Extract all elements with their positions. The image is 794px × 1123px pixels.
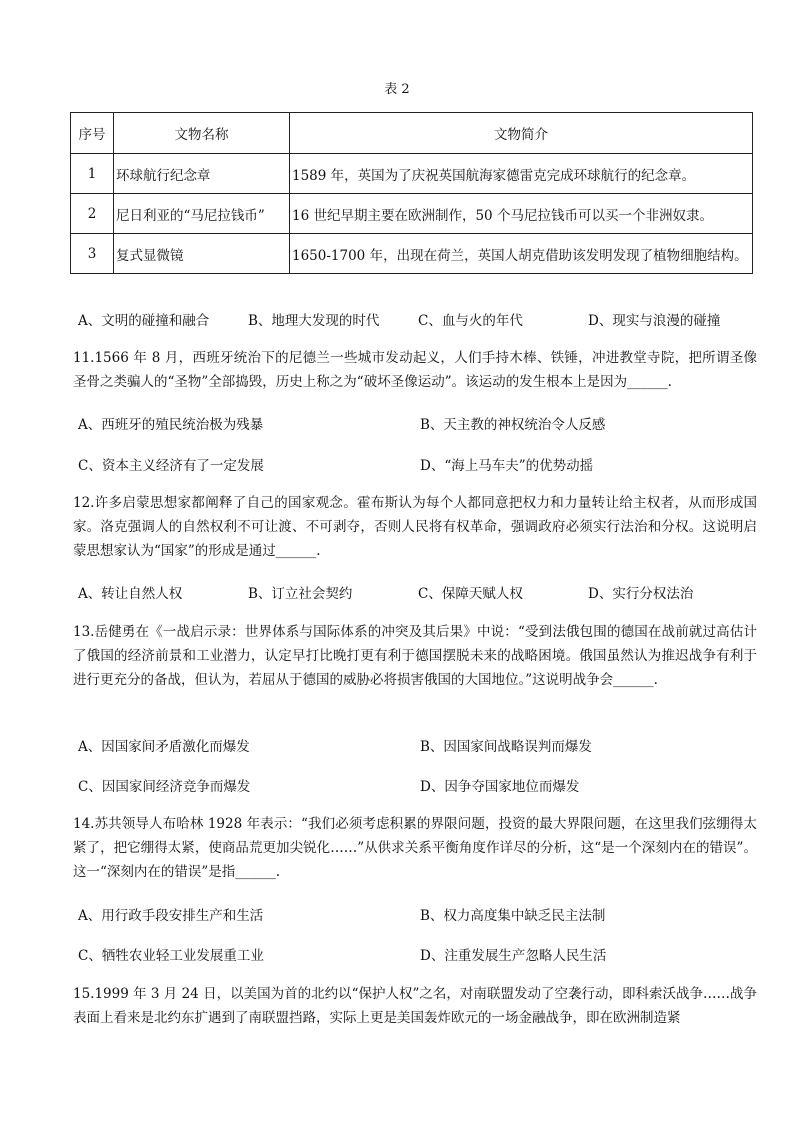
header-artifact-name: 文物名称 [114, 113, 290, 154]
row-artifact-name: 环球航行纪念章 [114, 154, 290, 194]
option-d: D、实行分权法治 [588, 586, 694, 602]
question-12: 12.许多启蒙思想家都阐释了自己的国家观念。霍布斯认为每个人都同意把权力和力量转让给主权者，从而形成国家。洛克强调人的自然权利不可让渡、不可剥夺，否则人民将有权革命，强调政府必须实行法治和分权。这说明启蒙思想家认为“国家”的形成是通过______. [73, 495, 757, 559]
option-c: C、血与火的年代 [418, 313, 523, 329]
row-number: 2 [71, 194, 114, 234]
q10-options [78, 309, 758, 329]
q11-option-b: B、天主教的神权统治令人反感 [420, 417, 606, 433]
q13-option-d: D、因争夺国家地位而爆发 [420, 779, 580, 795]
option-a: A、文明的碰撞和融合 [78, 313, 210, 329]
row-number: 1 [71, 154, 114, 194]
row-artifact-intro: 1650-1700 年，出现在荷兰，英国人胡克借助该发明发现了植物细胞结构。 [290, 234, 753, 274]
header-artifact-intro: 文物简介 [290, 113, 753, 154]
question-13: 13.岳健勇在《一战启示录：世界体系与国际体系的冲突及其后果》中说：“受到法俄包围的德国在战前就过高估计了俄国的经济前景和工业潜力，认定早打比晚打更有利于德国摆脱未来的战略困境。俄国虽然认为推迟战争有利于进行更充分的备战，但认为，若屈从于德国的威胁必将损害俄国的大国地位。”这说明战争会______. [73, 624, 757, 688]
option-b: B、地理大发现的时代 [248, 313, 380, 329]
question-14: 14.苏共领导人布哈林 1928 年表示：“我们必须考虑积累的界限问题，投资的最大界限问题，在这里我们弦绷得太紧了，把它绷得太紧，使商品荒更加尖锐化……”从供求关系平衡角度作详尽的分析，这“是一个深刻内在的错误”。这一“深刻内在的错误”是指______. [73, 816, 757, 880]
row-artifact-intro: 1589 年，英国为了庆祝英国航海家德雷克完成环球航行的纪念章。 [290, 154, 753, 194]
q14-option-a: A、用行政手段安排生产和生活 [78, 908, 264, 924]
option-c: C、保障天赋人权 [418, 586, 523, 602]
q11-option-a: A、西班牙的殖民统治极为残暴 [78, 417, 264, 433]
table-row [71, 194, 753, 234]
q13-option-a: A、因国家间矛盾激化而爆发 [78, 739, 250, 755]
option-a: A、转让自然人权 [78, 586, 183, 602]
row-artifact-name: 尼日利亚的“马尼拉钱币” [114, 194, 290, 234]
option-b: B、订立社会契约 [248, 586, 353, 602]
q11-option-d: D、“海上马车夫”的优势动摇 [420, 458, 594, 474]
question-11: 11.1566 年 8 月，西班牙统治下的尼德兰一些城市发动起义，人们手持木棒、铁锤，冲进教堂寺院，把所谓圣像圣骨之类骗人的“圣物”全部捣毁，历史上称之为“破坏圣像运动”。该运动的发生根本上是因为______. [73, 350, 757, 390]
q13-option-c: C、因国家间经济竞争而爆发 [78, 779, 251, 795]
table-row [71, 154, 753, 194]
question-15: 15.1999 年 3 月 24 日，以美国为首的北约以“保护人权”之名，对南联盟发动了空袭行动，即科索沃战争……战争表面上看来是北约东扩遇到了南联盟挡路，实际上更是美国轰炸欧元的一场金融战争，即在欧洲制造紧 [73, 986, 757, 1026]
q12-options [78, 582, 758, 602]
q14-option-d: D、注重发展生产忽略人民生活 [420, 948, 607, 964]
table-row [71, 234, 753, 274]
table-header-row [71, 113, 753, 154]
q14-option-c: C、牺牲农业轻工业发展重工业 [78, 948, 264, 964]
q11-option-c: C、资本主义经济有了一定发展 [78, 458, 264, 474]
table-caption: 表 2 [384, 82, 410, 97]
row-artifact-intro: 16 世纪早期主要在欧洲制作，50 个马尼拉钱币可以买一个非洲奴隶。 [290, 194, 753, 234]
row-number: 3 [71, 234, 114, 274]
header-number: 序号 [71, 113, 114, 154]
q14-option-b: B、权力高度集中缺乏民主法制 [420, 908, 606, 924]
option-d: D、现实与浪漫的碰撞 [588, 313, 721, 329]
q13-option-b: B、因国家间战略误判而爆发 [420, 739, 592, 755]
artifact-table [70, 112, 753, 274]
row-artifact-name: 复式显微镜 [114, 234, 290, 274]
